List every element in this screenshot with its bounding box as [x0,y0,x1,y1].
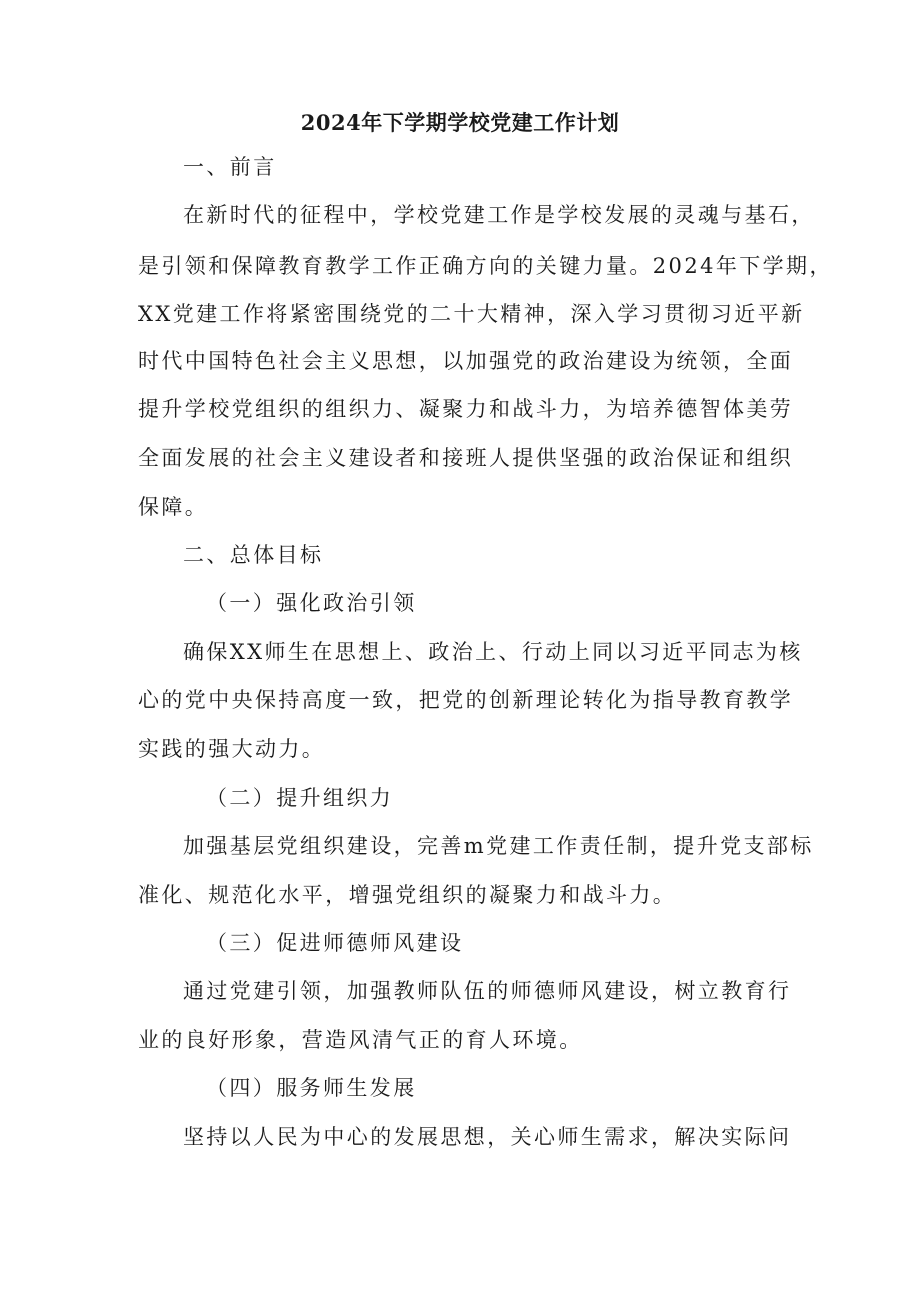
document-title: 2024年下学期学校党建工作计划 [300,110,620,135]
subsection-heading-organization: （二）提升组织力 [206,786,394,810]
paragraph-line: 提升学校党组织的组织力、凝聚力和战斗力，为培养德智体美劳 [138,397,794,421]
paragraph-line: 坚持以人民为中心的发展思想，关心师生需求，解决实际问 [183,1125,792,1149]
section-heading-goals: 二、总体目标 [183,543,324,567]
paragraph-line: 心的党中央保持高度一致，把党的创新理论转化为指导教育教学 [138,688,794,712]
subsection-heading-teacher-ethics: （三）促进师德师风建设 [206,931,464,955]
paragraph-line: 在新时代的征程中，学校党建工作是学校发展的灵魂与基石， [183,203,815,227]
paragraph-line: 确保XX师生在思想上、政治上、行动上同以习近平同志为核 [183,640,803,664]
paragraph-line: 加强基层党组织建设，完善m党建工作责任制，提升党支部标 [183,834,814,858]
paragraph-line: 是引领和保障教育教学工作正确方向的关键力量。2024年下学期， [138,254,833,278]
subsection-heading-serve-development: （四）服务师生发展 [206,1076,417,1100]
subsection-heading-political-guidance: （一）强化政治引领 [206,591,417,615]
section-heading-preface: 一、前言 [183,155,277,179]
paragraph-line: 保障。 [138,495,209,519]
paragraph-line: 准化、规范化水平，增强党组织的凝聚力和战斗力。 [138,883,677,907]
paragraph-line: 全面发展的社会主义建设者和接班人提供坚强的政治保证和组织 [138,446,794,470]
paragraph-line: 通过党建引领，加强教师队伍的师德师风建设，树立教育行 [183,979,792,1003]
paragraph-line: XX党建工作将紧密围绕党的二十大精神，深入学习贯彻习近平新 [138,302,805,326]
paragraph-line: 时代中国特色社会主义思想，以加强党的政治建设为统领，全面 [138,349,794,373]
paragraph-line: 业的良好形象，营造风清气正的育人环境。 [138,1028,583,1052]
paragraph-line: 实践的强大动力。 [138,737,326,761]
